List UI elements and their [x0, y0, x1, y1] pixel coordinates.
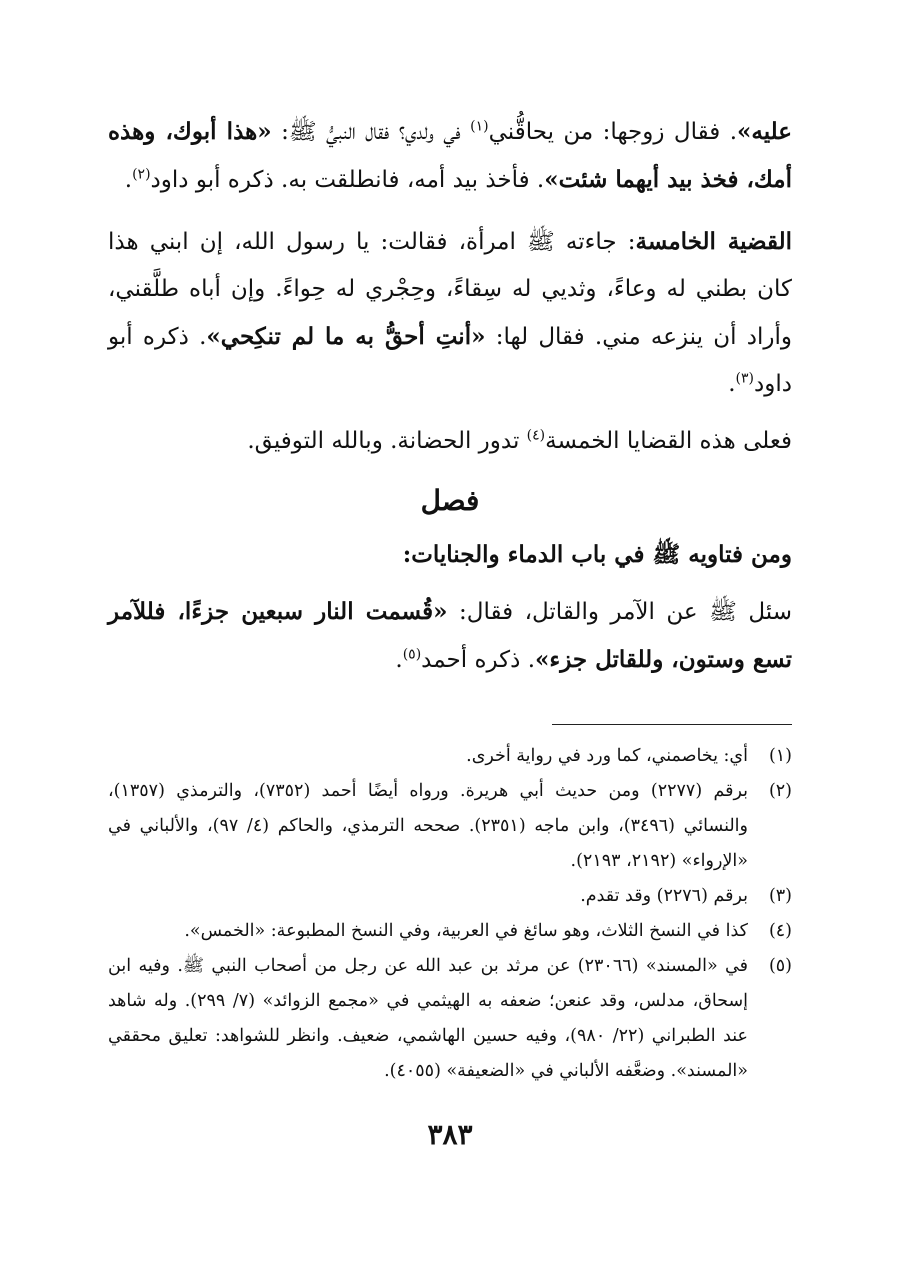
footnote-text: أي: يخاصمني، كما ورد في رواية أخرى.	[466, 746, 748, 766]
text-run: تدور الحضانة. وبالله التوفيق.	[247, 428, 527, 454]
footnotes	[108, 739, 792, 1089]
text-run: فعلى هذه القضايا الخمسة	[545, 428, 792, 454]
footnote-4	[108, 914, 792, 949]
footnote-ref-4[interactable]: (٤)	[526, 427, 546, 444]
text-run: .	[728, 371, 736, 397]
footnote-ref-5[interactable]: (٥)	[402, 646, 422, 663]
main-text	[108, 108, 792, 684]
footnote-5	[108, 949, 792, 1089]
paragraph-2	[108, 218, 792, 408]
hadith-quote: «قُسمت النار سبعين جزءًا، فللآمر تسع وستون، وللقاتل جزء»	[108, 598, 792, 673]
footnote-text: كذا في النسخ الثلاث، وهو سائغ في العربية، وفي النسخ المطبوعة: «الخمس».	[184, 921, 748, 941]
footnote-divider	[552, 724, 792, 725]
text-run: .	[124, 167, 133, 193]
text-run: : جاءته ﷺ امرأة، فقالت: يا رسول الله، إن ابني هذا كان بطني له وعاءً، وثديي له سِقاءً، وحِجْري له حِواءً. وإن أباه طلَّقني، وأراد أن ينزعه مني. فقال لها:	[108, 229, 792, 350]
hadith-quote: «أنتِ أحقُّ به ما لم تنكِحي»	[206, 323, 486, 350]
quote-fragment: عليه»	[737, 118, 792, 145]
footnote-3	[108, 879, 792, 914]
text-run: . فأخذ بيد أمه، فانطلقت به. ذكره أبو داود	[150, 167, 545, 193]
paragraph-1	[108, 108, 792, 204]
text-run: . ذكره أبو داود	[108, 324, 792, 397]
text-run: .	[395, 647, 403, 673]
case-label: القضية الخامسة	[635, 228, 792, 255]
section-heading: ومن فتاويه ﷺ في باب الدماء والجنايات:	[402, 541, 792, 568]
paragraph-4	[108, 588, 792, 684]
footnote-text: في «المسند» (٢٣٠٦٦) عن مرثد بن عبد الله عن رجل من أصحاب النبي ﷺ. وفيه ابن إسحاق، مدلس، وقد عنعن؛ ضعفه به الهيثمي في «مجمع الزوائد» (٧/ ٢٩٩). وله شاهد عند الطبراني (٢٢/ ٩٨٠)، وفيه حسين الهاشمي، ضعيف. وانظر للشواهد: تعليق محققي «المسند». وضعَّفه الألباني في «الضعيفة» (٤٠٥٥).	[108, 956, 748, 1081]
text-run: سئل ﷺ عن الآمر والقاتل، فقال:	[447, 599, 792, 625]
footnote-number: (٣)	[768, 886, 792, 906]
text-run: . ذكره أحمد	[421, 647, 535, 673]
footnote-number: (٤)	[768, 921, 792, 941]
footnote-number: (١)	[768, 746, 792, 766]
footnote-2	[108, 774, 792, 879]
footnote-number: (٢)	[768, 781, 792, 801]
footnote-ref-2[interactable]: (٢)	[132, 166, 151, 183]
hadith-quote: «هذا أبوك، وهذه أمك، فخذ بيد أيهما شئت»	[108, 118, 792, 193]
section-title: فصل	[420, 484, 480, 517]
footnote-text: برقم (٢٢٧٧) ومن حديث أبي هريرة. ورواه أيضًا أحمد (٧٣٥٢)، والترمذي (١٣٥٧)، والنسائي (٣٤٩٦)، وابن ماجه (٢٣٥١). صححه الترمذي، والحاكم (٤/ ٩٧)، والألباني في «الإرواء» (٢١٩٢، ٢١٩٣).	[108, 781, 748, 871]
text-run: في ولدي؟ فقال النبيُّ ﷺ:	[271, 119, 471, 145]
text-run: . فقال زوجها: من يحاقُّني	[488, 119, 738, 145]
footnote-text: برقم (٢٢٧٦) وقد تقدم.	[580, 886, 748, 906]
page-number: ٣٨٣	[427, 1118, 473, 1151]
footnote-ref-3[interactable]: (٣)	[735, 370, 755, 387]
footnote-1	[108, 739, 792, 774]
footnote-ref-1[interactable]: (١)	[470, 118, 489, 135]
footnote-number: (٥)	[768, 956, 792, 976]
paragraph-3	[108, 418, 792, 465]
